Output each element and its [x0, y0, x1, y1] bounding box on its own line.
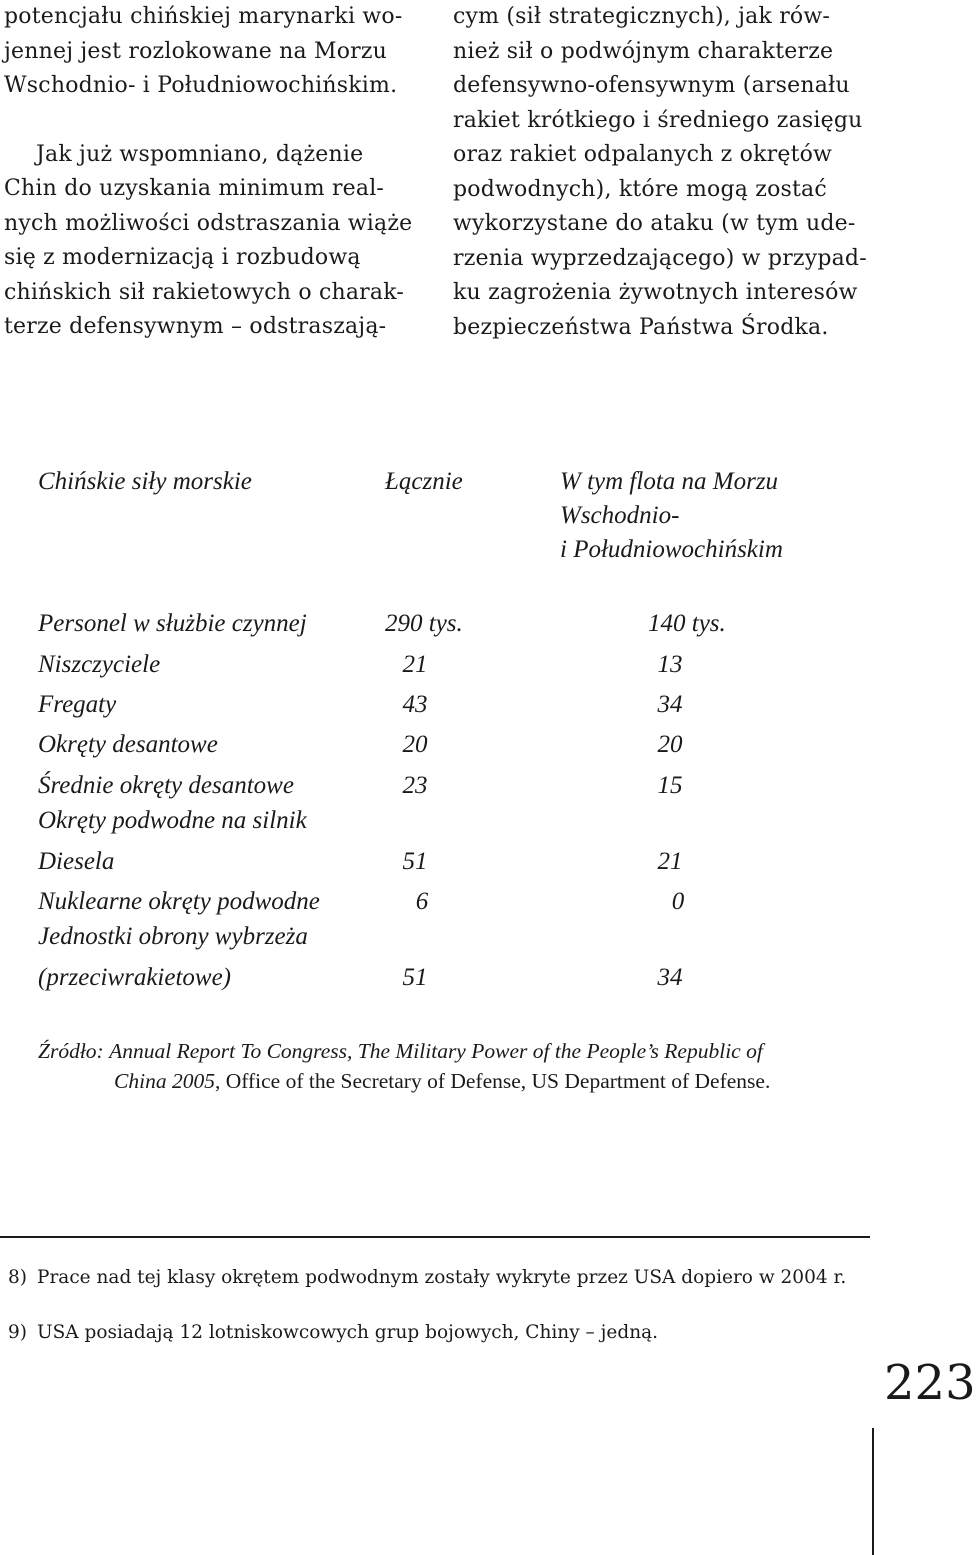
table-row-total: 43 — [402, 691, 428, 718]
table-row-total: 6 — [415, 888, 429, 915]
table-row-fleet: 34 — [657, 964, 683, 991]
text-line: Jak już wspomniano, dążenie — [36, 141, 364, 167]
source-publisher: , Office of the Secretary of Defense, US Department of Defense. — [214, 1069, 771, 1093]
table-header-forces: Chińskie siły morskie — [38, 468, 252, 495]
table-row-total: 51 — [402, 848, 428, 875]
table-row-fleet: 140 tys. — [648, 610, 726, 637]
text-line: się z modernizacją i rozbudową — [4, 245, 361, 270]
text-line: Chin do uzyskania minimum real- — [4, 176, 385, 201]
text-line: bezpieczeństwa Państwa Środka. — [453, 314, 829, 340]
table-row-fleet: 21 — [657, 848, 683, 875]
table-row-fleet: 0 — [671, 888, 685, 915]
table-row-fleet: 34 — [657, 691, 683, 718]
text-line: Wschodnio- i Południowochińskim. — [4, 73, 398, 98]
footnote-text: Prace nad tej klasy okrętem podwodnym zostały wykryte przez USA dopiero w 2004 r. — [37, 1267, 847, 1288]
table-row-label: Diesela — [38, 848, 115, 875]
footnote-8 — [8, 1267, 888, 1288]
text-line: ku zagrożenia żywotnych interesów — [453, 280, 858, 305]
source-label: Źródło: — [38, 1039, 104, 1063]
text-line: nych możliwości odstraszania wiąże — [4, 210, 413, 236]
table-row-label: Personel w służbie czynnej — [38, 610, 307, 637]
text-line: rzenia wyprzedzającego) w przypad- — [453, 245, 867, 271]
table-row-fleet: 13 — [657, 651, 683, 678]
text-line: podwodnych), które mogą zostać — [453, 176, 827, 202]
table-row-total: 21 — [402, 651, 428, 678]
table-header-fleet-line3: i Południowochińskim — [560, 536, 783, 563]
table-row-label: Nuklearne okręty podwodne — [38, 888, 320, 915]
table-header-total: Łącznie — [385, 468, 463, 495]
footnote-9 — [8, 1322, 888, 1343]
table-row-total: 51 — [402, 964, 428, 991]
table-header-fleet-line1: W tym flota na Morzu — [560, 468, 779, 495]
source-line-1 — [38, 1036, 918, 1066]
footnote-divider — [0, 1236, 870, 1238]
table-source-note — [38, 1036, 918, 1096]
footnote-mark: 8) — [8, 1267, 27, 1288]
table-row-total: 20 — [402, 731, 428, 758]
table-row-label: Okręty desantowe — [38, 731, 218, 758]
table-row-total: 23 — [402, 772, 428, 799]
table-row-label: Niszczyciele — [38, 651, 161, 678]
table-header-fleet-line2: Wschodnio- — [560, 502, 680, 529]
source-line-2 — [38, 1066, 918, 1096]
text-line: chińskich sił rakietowych o charak- — [4, 279, 404, 305]
table-row-label: Jednostki obrony wybrzeża — [38, 923, 308, 950]
table-row-fleet: 15 — [657, 772, 683, 799]
text-line: jennej jest rozlokowane na Morzu — [4, 38, 388, 64]
text-line: cym (sił strategicznych), jak rów- — [453, 4, 831, 29]
text-line: defensywno-ofensywnym (arsenału — [453, 73, 850, 98]
text-line: nież sił o podwójnym charakterze — [453, 38, 834, 64]
text-line: oraz rakiet odpalanych z okrętów — [453, 142, 833, 167]
table-row-label: Okręty podwodne na silnik — [38, 807, 307, 834]
text-line: wykorzystane do ataku (w tym ude- — [453, 211, 856, 236]
footnote-mark: 9) — [8, 1322, 27, 1343]
text-line: terze defensywnym – odstraszają- — [4, 314, 387, 339]
page-number: 223 — [884, 1355, 976, 1411]
text-line: potencjału chińskiej marynarki wo- — [4, 4, 403, 29]
table-row-label: Średnie okręty desantowe — [38, 772, 294, 799]
table-row-fleet: 20 — [657, 731, 683, 758]
table-row-total: 290 tys. — [385, 610, 463, 637]
footnote-text: USA posiadają 12 lotniskowcowych grup bojowych, Chiny – jedną. — [37, 1322, 659, 1343]
table-row-label: (przeciwrakietowe) — [38, 964, 232, 991]
text-line: rakiet krótkiego i średniego zasięgu — [453, 107, 863, 133]
source-title-cont: China 2005 — [114, 1069, 215, 1093]
source-title: Annual Report To Congress, The Military Power of the People’s Republic of — [109, 1039, 763, 1063]
margin-vertical-rule — [872, 1428, 874, 1555]
table-row-label: Fregaty — [38, 691, 117, 718]
